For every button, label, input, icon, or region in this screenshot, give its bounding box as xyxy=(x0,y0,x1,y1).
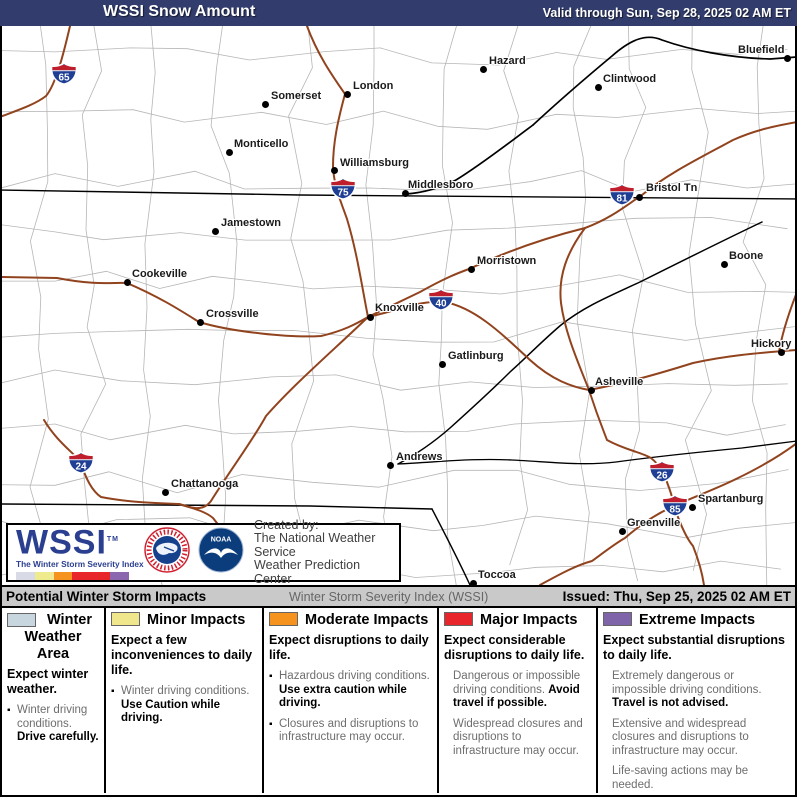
city-dot xyxy=(262,101,269,108)
city-label: Crossville xyxy=(206,308,259,320)
legend-item-text xyxy=(612,765,748,791)
legend-column-moderate xyxy=(262,608,437,793)
interstate-81-shield-icon xyxy=(608,183,636,211)
city-label: Bluefield xyxy=(738,44,785,56)
city-dot xyxy=(721,261,728,268)
city-label: Bristol Tn xyxy=(646,182,698,194)
legend-item xyxy=(269,670,432,711)
item-emphasis-text: Travel is not advised. xyxy=(612,697,729,709)
city-label: Greenville xyxy=(627,517,681,529)
legend-item xyxy=(603,718,786,759)
trademark-mark: TM xyxy=(106,536,120,544)
item-plain-text: Hazardous driving conditions. xyxy=(279,670,430,682)
moderate-color-swatch xyxy=(269,612,298,626)
legend-item-text xyxy=(453,670,580,709)
legend-column-winter-weather-area xyxy=(2,608,104,793)
city-dot xyxy=(588,387,595,394)
legend-column-extreme xyxy=(596,608,791,793)
legend-item xyxy=(603,670,786,711)
legend-columns xyxy=(2,608,795,793)
legend-item xyxy=(7,704,99,745)
bullet-icon: ▪ xyxy=(7,705,11,716)
item-emphasis-text: Drive carefully. xyxy=(17,731,99,743)
city-label: Andrews xyxy=(396,451,443,463)
extreme-color-swatch xyxy=(603,612,632,626)
nws-logo-icon xyxy=(144,527,190,578)
item-emphasis-text: Use Caution while driving. xyxy=(121,698,221,724)
legend-item-text xyxy=(279,718,432,745)
city-dot xyxy=(344,91,351,98)
issued-timestamp: Issued: Thu, Sep 25, 2025 02 AM ET xyxy=(562,589,791,604)
item-plain-text: Closures and disruptions to infrastructure may occur. xyxy=(279,717,419,743)
legend-item-text xyxy=(453,718,583,757)
colorbar-segment xyxy=(72,572,110,580)
minor-color-swatch xyxy=(111,612,140,626)
item-plain-text: Winter driving conditions. xyxy=(17,704,88,730)
svg-text:81: 81 xyxy=(616,192,628,204)
noaa-logo-icon xyxy=(198,527,244,578)
city-label: Spartanburg xyxy=(698,493,764,505)
item-emphasis-text: Use extra caution while driving. xyxy=(279,683,407,709)
interstate-75-shield-icon xyxy=(329,177,357,205)
legend-title-text: Extreme Impacts xyxy=(639,612,756,628)
city-dot xyxy=(480,66,487,73)
legend-title-minor xyxy=(111,612,257,629)
org-line-1: The National Weather Service xyxy=(254,531,376,559)
city-label: Knoxville xyxy=(375,302,424,314)
city-label: Somerset xyxy=(271,90,322,102)
city-label: Hickory xyxy=(751,338,792,350)
bullet-icon: ▪ xyxy=(269,718,273,730)
legend-title-major xyxy=(444,612,591,629)
city-label: Boone xyxy=(729,250,764,262)
city-dot xyxy=(595,84,602,91)
city-dot xyxy=(387,462,394,469)
interstate-40-shield-icon xyxy=(427,288,455,316)
city-dot xyxy=(197,319,204,326)
issued-bar xyxy=(2,587,795,608)
item-emphasis-text: Avoid travel if possible. xyxy=(453,683,580,709)
legend-item-text xyxy=(17,704,99,745)
colorbar-segment xyxy=(54,572,73,580)
city-label: Morristown xyxy=(477,255,537,267)
wssi-logo xyxy=(16,523,144,579)
city-dot xyxy=(212,228,219,235)
org-line-2: Weather Prediction Center xyxy=(254,558,361,585)
legend-item xyxy=(444,670,591,711)
legend-summary: Expect disruptions to daily life. xyxy=(269,633,429,662)
legend-item xyxy=(269,718,432,745)
legend-item xyxy=(111,685,257,726)
city-label: Chattanooga xyxy=(171,478,239,490)
city-label: Hazard xyxy=(489,55,526,67)
major-color-swatch xyxy=(444,612,473,626)
city-dot xyxy=(439,361,446,368)
legend-summary: Expect a few inconveniences to daily life. xyxy=(111,633,253,677)
map-area xyxy=(0,26,797,585)
winter-weather-area-color-swatch xyxy=(7,613,36,627)
city-dot xyxy=(367,314,374,321)
city-label: Toccoa xyxy=(478,569,516,581)
legend-column-major xyxy=(437,608,596,793)
interstate-26-shield-icon xyxy=(648,460,676,488)
city-label: Cookeville xyxy=(132,268,188,280)
legend-item xyxy=(444,718,591,759)
colorbar-segment xyxy=(35,572,54,580)
city-dot xyxy=(331,167,338,174)
svg-text:26: 26 xyxy=(656,469,668,481)
legend-item-text xyxy=(121,685,257,726)
city-label: Jamestown xyxy=(221,217,281,229)
legend-title-winter-weather-area xyxy=(7,612,99,663)
wssi-severity-colorbar xyxy=(16,572,129,580)
interstate-24-shield-icon xyxy=(67,451,95,479)
legend-title-moderate xyxy=(269,612,432,629)
city-dot xyxy=(162,489,169,496)
legend-item-text xyxy=(279,670,432,711)
svg-text:65: 65 xyxy=(58,71,70,83)
city-dot xyxy=(636,194,643,201)
legend-title-extreme xyxy=(603,612,786,629)
city-label: Middlesboro xyxy=(408,179,474,191)
svg-text:24: 24 xyxy=(75,460,87,472)
bullet-icon: ▪ xyxy=(269,671,273,682)
wssi-logo-text: WSSI™ xyxy=(16,523,120,562)
attribution-box xyxy=(6,517,401,585)
legend-summary: Expect substantial disruptions to daily life. xyxy=(603,633,785,662)
city-label: London xyxy=(353,80,394,92)
bullet-icon: ▪ xyxy=(111,686,115,697)
title-bar xyxy=(0,0,797,26)
city-dot xyxy=(226,149,233,156)
valid-through-text: Valid through Sun, Sep 28, 2025 02 AM ET xyxy=(542,6,791,20)
item-plain-text: Extremely dangerous or impossible driving conditions. xyxy=(612,670,762,696)
city-dot xyxy=(470,580,477,586)
legend-section xyxy=(0,585,797,797)
wssi-subheading: Winter Storm Severity Index (WSSI) xyxy=(289,590,489,604)
legend-item-text xyxy=(612,670,762,709)
legend-title-text: Major Impacts xyxy=(480,612,578,628)
legend-title-text: Moderate Impacts xyxy=(305,612,429,628)
legend-column-minor xyxy=(104,608,262,793)
svg-text:NOAA: NOAA xyxy=(210,536,232,544)
legend-title-text: Minor Impacts xyxy=(147,612,246,628)
city-label: Asheville xyxy=(595,376,644,388)
item-plain-text: Extensive and widespread closures and disruptions to infrastructure may occur. xyxy=(612,717,749,757)
city-label: Gatlinburg xyxy=(448,350,504,362)
colorbar-segment xyxy=(16,572,35,580)
city-dot xyxy=(784,55,791,62)
created-by-label: Created by: xyxy=(254,517,319,532)
created-by-text xyxy=(254,519,399,585)
item-plain-text: Dangerous or impossible driving conditions. xyxy=(453,670,581,696)
legend-summary: Expect considerable disruptions to daily life. xyxy=(444,633,585,662)
wssi-tagline: The Winter Storm Severity Index xyxy=(16,558,144,569)
item-plain-text: Winter driving conditions. xyxy=(121,685,250,697)
city-label: Williamsburg xyxy=(340,157,409,169)
city-dot xyxy=(689,504,696,511)
legend-item xyxy=(603,765,786,792)
svg-text:40: 40 xyxy=(435,297,447,309)
legend-summary: Expect winter weather. xyxy=(7,667,89,696)
interstate-65-shield-icon xyxy=(50,62,78,90)
item-plain-text: Widespread closures and disruptions to infrastructure may occur. xyxy=(453,717,583,757)
city-dot xyxy=(468,266,475,273)
city-label: Monticello xyxy=(234,138,289,150)
legend-item-text xyxy=(612,718,749,757)
city-dot xyxy=(619,528,626,535)
svg-text:75: 75 xyxy=(337,186,349,198)
item-plain-text: Life-saving actions may be needed. xyxy=(612,765,749,791)
legend-title-text: Winter Weather Area xyxy=(24,612,92,662)
city-dot xyxy=(124,279,131,286)
page-title: WSSI Snow Amount xyxy=(103,3,256,20)
city-label: Clintwood xyxy=(603,73,657,85)
colorbar-segment xyxy=(110,572,129,580)
svg-text:85: 85 xyxy=(669,503,681,515)
impacts-heading: Potential Winter Storm Impacts xyxy=(6,589,207,604)
